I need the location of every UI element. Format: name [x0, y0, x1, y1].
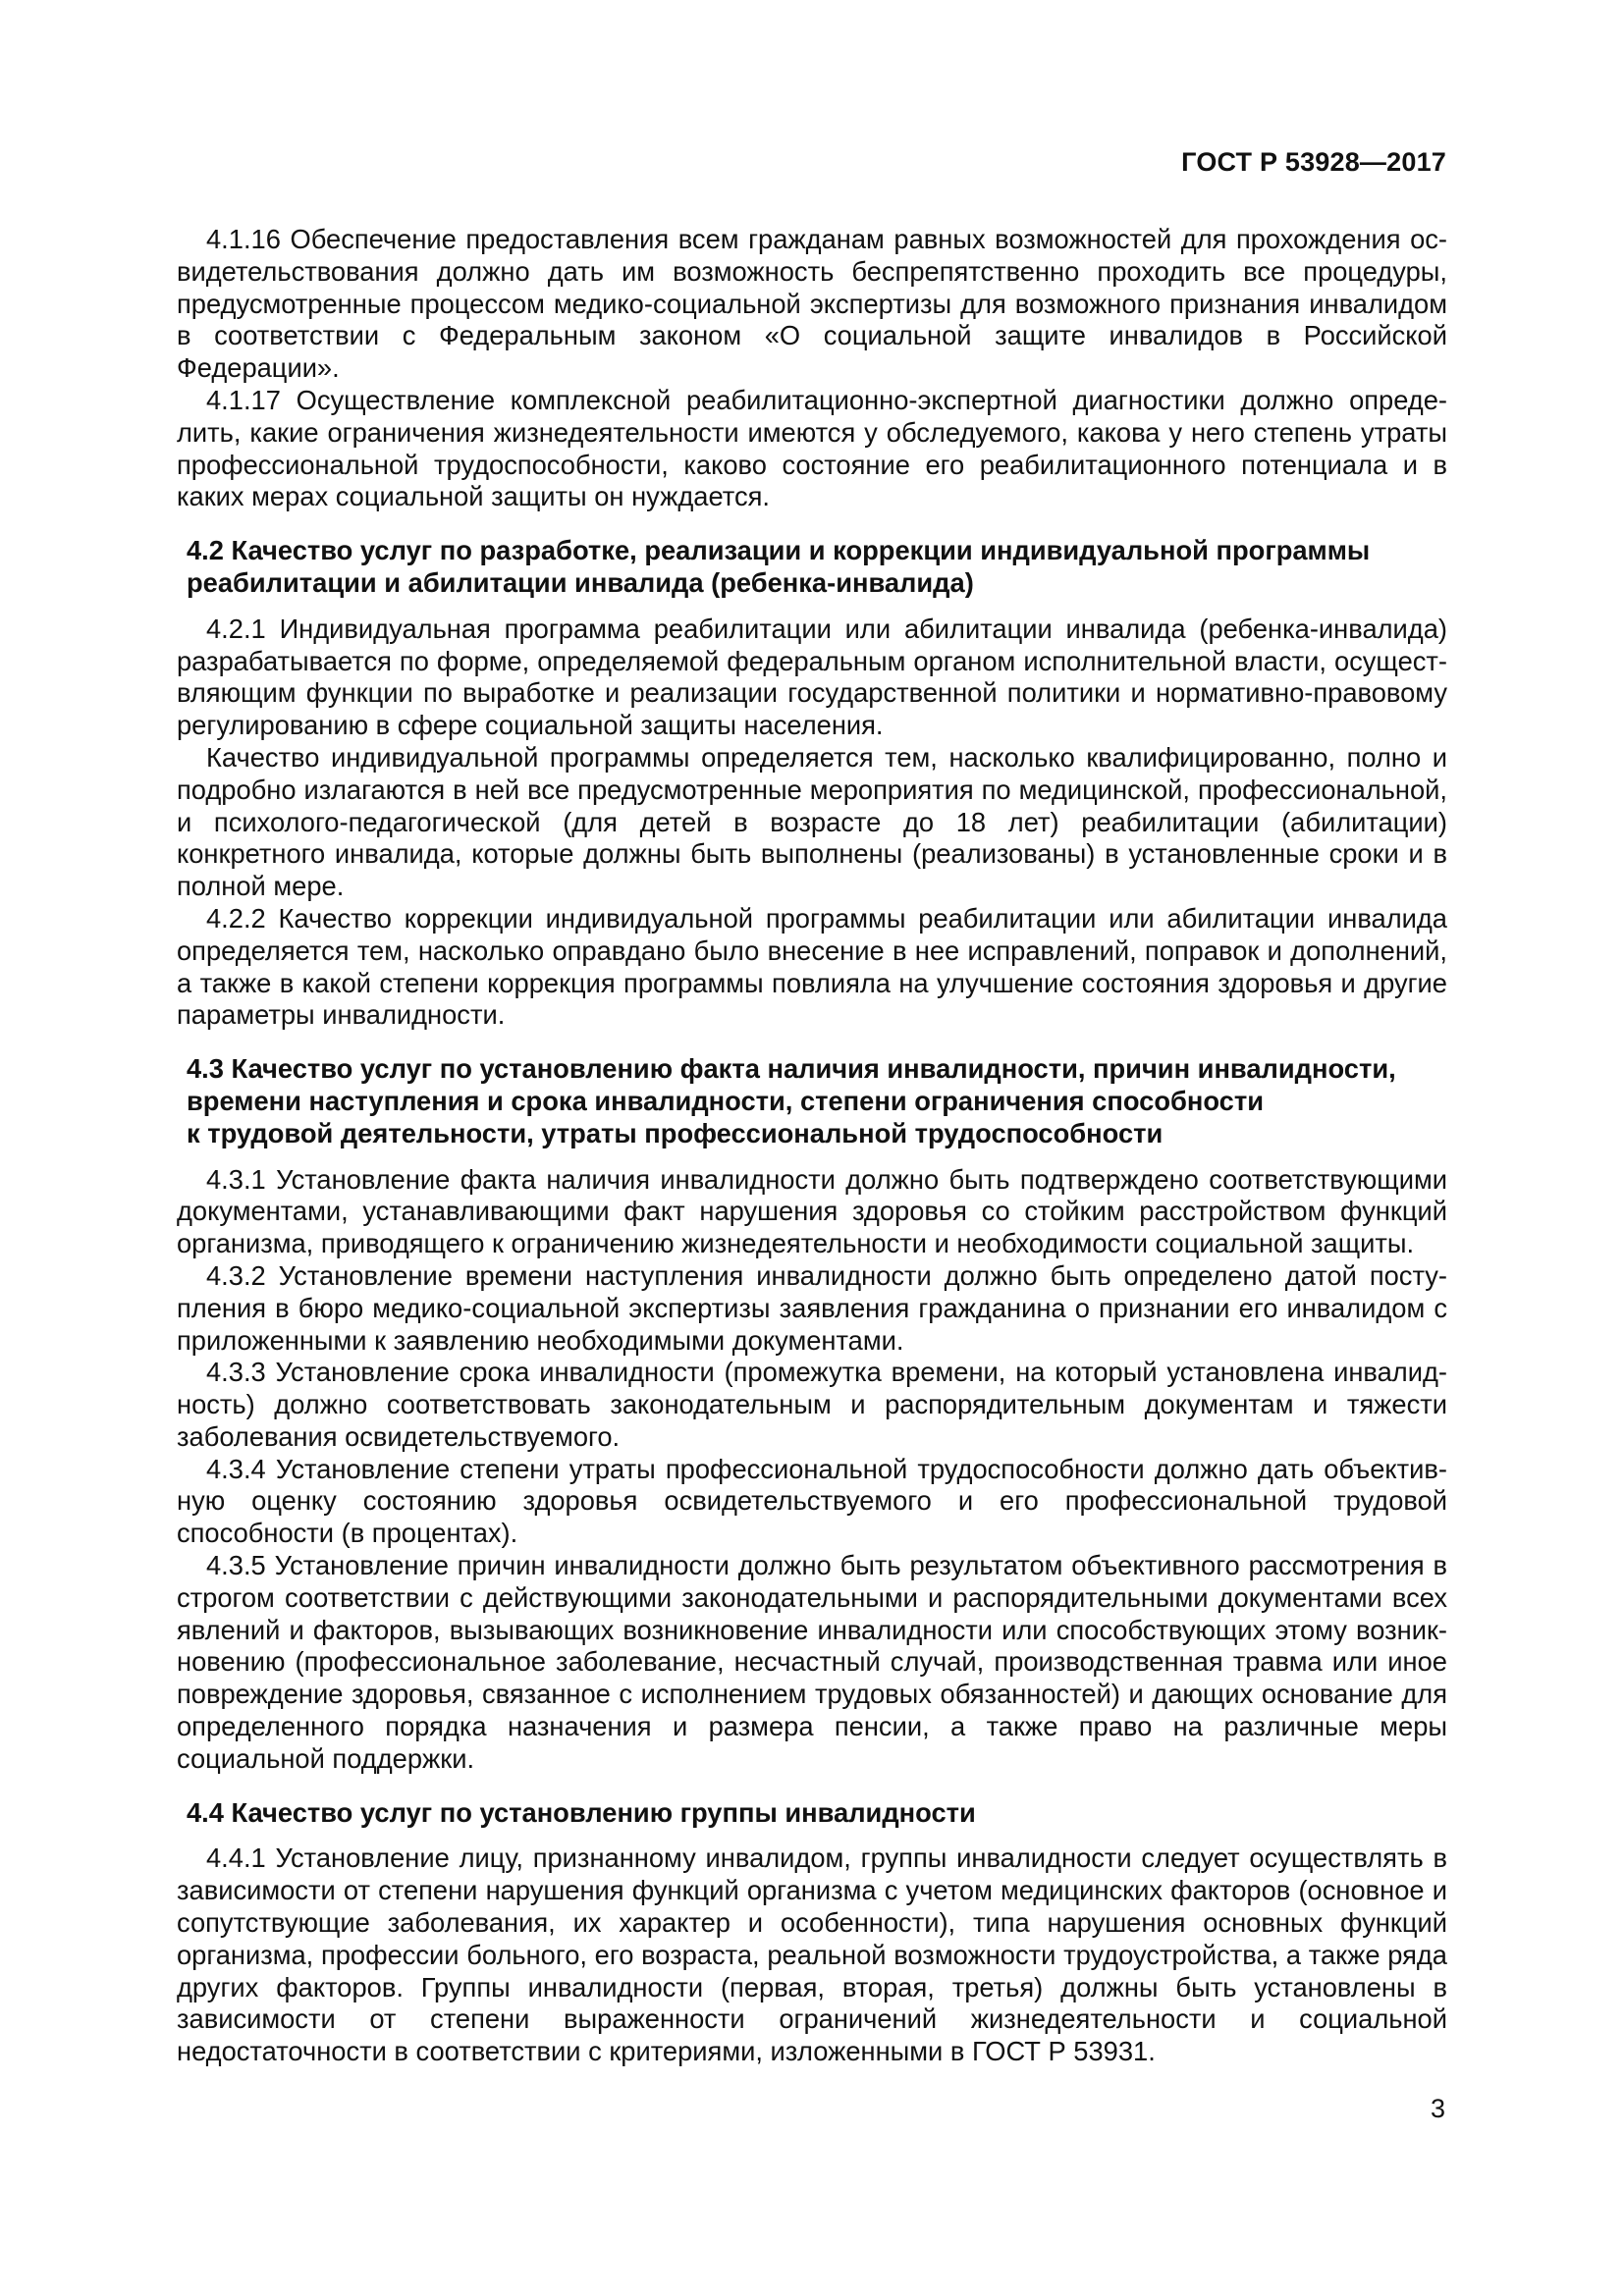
document-body — [177, 224, 1447, 2068]
heading-line: времени наступления и срока инвалидности, степени ограничения способности — [187, 1085, 1265, 1116]
paragraph-4-3-1: 4.3.1 Установление факта наличия инвалидности должно быть подтверждено соответствующими документами, устанавливающими факт нарушения здоровья со стойким расстройством функций организма, приводящего к ограничению жизнедеятельности и необходимости социальной защиты. — [177, 1163, 1447, 1259]
paragraph-4-2-2: 4.2.2 Качество коррекции индивидуальной программы реабилитации или абилитации инвалида определяется тем, насколько оправдано было внесение в нее исправлений, поправок и дополнений, а также в какой степени коррекция программы повлияла на улучшение состояния здоровья и другие параметры инвалидности. — [177, 902, 1447, 1031]
heading-line: 4.2 Качество услуг по разработке, реализации и коррекции индивидуальной программы — [187, 535, 1371, 566]
heading-line: реабилитации и абилитации инвалида (ребенка-инвалида) — [187, 566, 974, 598]
paragraph-4-1-16: 4.1.16 Обеспечение предоставления всем гражданам равных возможностей для прохождения освидетельствования должно дать им возможность беспрепятственно проходить все процедуры, предусмотренные процессом медико-социальной экспертизы для возможного признания инвалидом в соответствии с Федеральным законом «О социальной защите инвалидов в Российской Федерации». — [177, 224, 1447, 384]
section-heading-4-2 — [177, 535, 1447, 600]
heading-line: к трудовой деятельности, утраты профессиональной трудоспособности — [187, 1117, 1164, 1148]
heading-line: 4.4 Качество услуг по установлению группы инвалидности — [187, 1796, 976, 1828]
section-heading-4-4 — [177, 1797, 1447, 1830]
paragraph-4-2-1: 4.2.1 Индивидуальная программа реабилитации или абилитации инвалида (ребенка-инвалида) разрабатывается по форме, определяемой федеральным органом исполнительной власти, осуществляющим функции по выработке и реализации государственной политики и нормативно-правовому регулированию в сфере социальной защиты населения. — [177, 613, 1447, 741]
page-number: 3 — [1430, 2094, 1445, 2123]
paragraph-4-3-2: 4.3.2 Установление времени наступления инвалидности должно быть определено датой поступления в бюро медико-социальной экспертизы заявления гражданина о признании его инвалидом с приложенными к заявлению необходимыми документами. — [177, 1259, 1447, 1356]
section-heading-4-3 — [177, 1053, 1447, 1149]
paragraph-4-3-4: 4.3.4 Установление степени утраты профессиональной трудоспособности должно дать объективную оценку состоянию здоровья освидетельствуемого и его профессиональной трудовой способности (в процентах). — [177, 1453, 1447, 1549]
paragraph-4-1-17: 4.1.17 Осуществление комплексной реабилитационно-экспертной диагностики должно определить, какие ограничения жизнедеятельности имеются у обследуемого, какова у него степень утраты профессиональной трудоспособности, каково состояние его реабилитационного потенциала и в каких мерах социальной защиты он нуждается. — [177, 384, 1447, 512]
document-code-header: ГОСТ Р 53928—2017 — [1181, 147, 1446, 177]
paragraph-4-3-3: 4.3.3 Установление срока инвалидности (промежутка времени, на который установлена инвалидность) должно соответствовать законодательным и распорядительным документам и тяжести заболевания освидетельствуемого. — [177, 1357, 1447, 1452]
heading-line: 4.3 Качество услуг по установлению факта наличия инвалидности, причин инвалидности, — [187, 1053, 1396, 1085]
paragraph-4-4-1: 4.4.1 Установление лицу, признанному инвалидом, группы инвалидности следует осуществлять в зависимости от степени нарушения функций организма с учетом медицинских факторов (основное и сопутствующие заболевания, их характер и особенности), типа нарушения основных функций организма, профессии больного, его возраста, реальной возможности трудоустройства, а также ряда других факторов. Группы инвалидности (первая, вторая, третья) должны быть установлены в зависимости от степени выраженности ограничений жизнедеятельности и социальной недостаточности в соответствии с критериями, изложенными в ГОСТ Р 53931. — [177, 1842, 1447, 2067]
paragraph-4-2-1-quality: Качество индивидуальной программы определяется тем, насколько квалифицированно, полно и подробно излагаются в ней все предусмотренные мероприятия по медицинской, профессиональной, и психолого-педагогической (для детей в возрасте до 18 лет) реабилитации (абилитации) конкретного инвалида, которые должны быть выполнены (реализованы) в установленные сроки и в полной мере. — [177, 741, 1447, 902]
paragraph-4-3-5: 4.3.5 Установление причин инвалидности должно быть результатом объективного рассмотрения в строгом соответствии с действующими законодательными и распорядительными документами всех явлений и факторов, вызывающих возникновение инвалидности или способствующих этому возникновению (профессиональное заболевание, несчастный случай, производственная травма или иное повреждение здоровья, связанное с исполнением трудовых обязанностей) и дающих основание для определенного порядка назначения и размера пенсии, а также право на различные меры социальной поддержки. — [177, 1550, 1447, 1774]
